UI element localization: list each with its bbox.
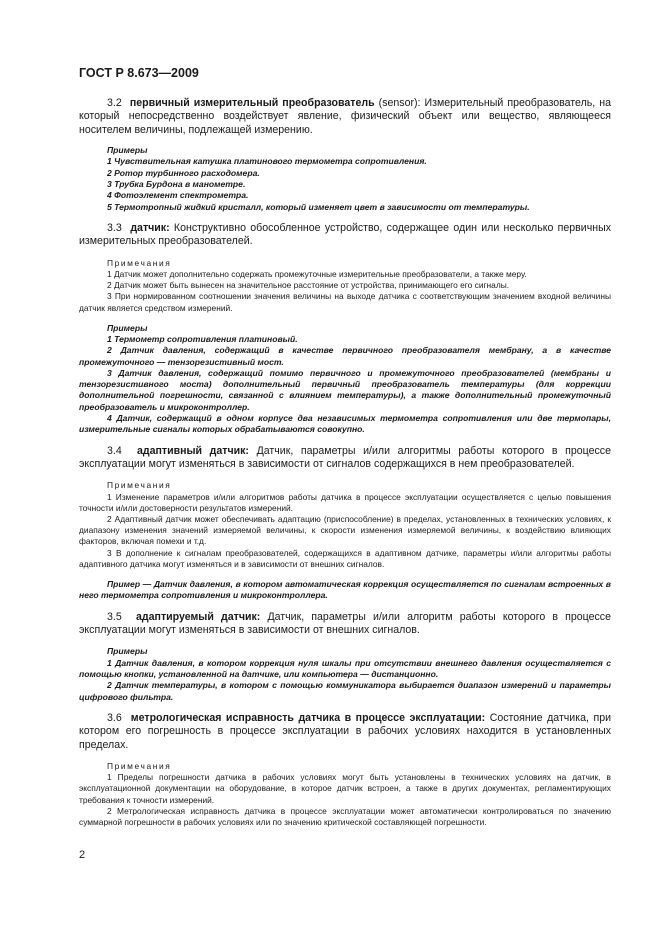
term: адаптивный датчик: [136,444,249,457]
note-item: 2 Датчик может быть вынесен на значительное расстояние от устройства, принимающего его сигналы. [107,280,510,291]
notes-title: Примечания [107,761,172,772]
definition-text: (sensor): Измерительный преобразователь, на который непосредственно воздействует явление, физический объект или вещество, являющееся носителем величины, подлежащей измерению. [79,97,611,136]
note-item: 3 В дополнение к сигналам преобразователей, содержащихся в адаптивном датчике, параметры и/или алгоритмы работы адаптивного датчика могут изменяться и в зависимости от внешних сигналов. [79,547,611,569]
example-item: 3 Датчик давления, содержащий помимо первичного и промежуточного преобразователей (мембраны и тензорезистивного моста) дополнительный первичный преобразователь температуры (для коррекции дополнительной погрешности, связанной с влиянием температуры), а также дополнительный промежуточный преобразователь и микроконтроллер. [79,367,611,412]
document-header: ГОСТ Р 8.673—2009 [79,66,199,80]
definition-text: Конструктивно обособленное устройство, содержащее один или несколько первичных измерительных преобразователей. [79,221,611,248]
term: датчик: [130,221,170,234]
definition-3-6 [79,712,611,752]
example-item: 1 Чувствительная катушка платинового термометра сопротивления. [107,156,427,167]
example-3-4 [79,579,611,602]
examples-title: Примеры [107,145,148,156]
examples-title: Примеры [107,646,148,657]
notes-title: Примечания [107,257,172,268]
note-item: 2 Метрологическая исправность датчика в процессе эксплуатации может автоматически контролироваться по значению суммарной погрешности в рабочих условиях или по значению критической составляющей погрешности. [79,805,611,828]
term: первичный измерительный преобразователь [129,97,375,109]
term: метрологическая исправность датчика в процессе эксплуатации: [130,711,486,724]
note-item: 1 Датчик может дополнительно содержать промежуточные измерительные преобразователи, а также меру. [107,268,527,279]
example-item: 2 Датчик температуры, в котором с помощью коммуникатора выбирается диапазон измерений и параметры цифрового фильтра. [79,680,611,702]
example-item: 3 Трубка Бурдона в манометре. [107,179,246,190]
note-item: 1 Изменение параметров и/или алгоритмов работы датчика в процессе эксплуатации осуществляется с целью повышения точности и/или достоверности результатов измерений. [79,491,611,513]
example-item: 4 Фотоэлемент спектрометра. [107,190,249,201]
definition-text: Состояние датчика, при котором его погрешность в процессе эксплуатации в рабочих условиях находится в установленных пределах. [79,711,612,751]
example-item: 5 Термотропный жидкий кристалл, который изменяет цвет в зависимости от температуры. [107,201,530,212]
note-item: 1 Пределы погрешности датчика в рабочих условиях могут быть установлены в технических условиях на датчик, в эксплуатационной документации на оборудование, в которое датчик встроен, а также в других документах, регламентирующих требования к точности измерений. [79,772,611,805]
example-item: 1 Датчик давления, в котором коррекция нуля шкалы при отсутствии внешнего давления осуществляется с помощью кнопки, установленной на датчике, или компьютера — дистанционно. [79,657,611,679]
examples-3-2 [79,145,611,213]
definition-text: Датчик, параметры и/или алгоритмы работы которого в процессе эксплуатации могут изменяться в зависимости от сигналов содержащихся в нем преобразователей. [79,444,611,471]
definition-3-2 [79,97,611,137]
example-item: 2 Ротор турбинного расходомера. [107,167,260,178]
note-item: 3 При нормированном соотношении значения величины на выходе датчика с соответствующим значением входной величины датчик является средством измерений. [79,291,611,313]
example-item: Пример — Датчик давления, в котором автоматическая коррекция осуществляется по сигналам встроенных в него термометра сопротивления и микроконтроллера. [79,579,611,601]
example-item: 1 Термометр сопротивления платиновый. [107,333,298,344]
notes-title: Примечания [107,480,172,491]
clause-number: 3.4 [107,444,122,457]
term: адаптируемый датчик: [136,610,261,623]
clause-number: 3.6 [107,711,122,724]
definition-3-5 [79,611,611,638]
definition-text: Датчик, параметры и/или алгоритм работы которого в процессе эксплуатации могут изменяться в зависимости от внешних сигналов. [79,610,611,637]
clause-number: 3.2 [107,97,122,109]
examples-title: Примеры [107,322,148,333]
examples-3-5 [79,646,611,702]
clause-number: 3.5 [107,610,122,623]
notes-3-4 [79,480,611,570]
document-body [79,97,611,837]
example-item: 2 Датчик давления, содержащий в качестве первичного преобразователя мембрану, а в качестве промежуточного — тензорезистивный мост. [79,345,611,367]
note-item: 2 Адаптивный датчик может обеспечивать адаптацию (приспособление) в пределах, установленных в технических условиях, к диапазону изменения значений измеряемой величины, к скорости изменения измеряемой величины, к воздействию влияющих факторов, включая помехи и т.д. [79,514,611,547]
example-item: 4 Датчик, содержащий в одном корпусе два независимых термометра сопротивления или две термопары, измерительные сигналы которых обрабатываются совокупно. [79,413,611,435]
page-number: 2 [79,849,86,861]
notes-3-6 [79,761,611,828]
notes-3-3 [79,258,611,314]
definition-3-3 [79,222,611,249]
examples-3-3 [79,323,611,436]
definition-3-4 [79,445,611,472]
clause-number: 3.3 [107,221,122,234]
